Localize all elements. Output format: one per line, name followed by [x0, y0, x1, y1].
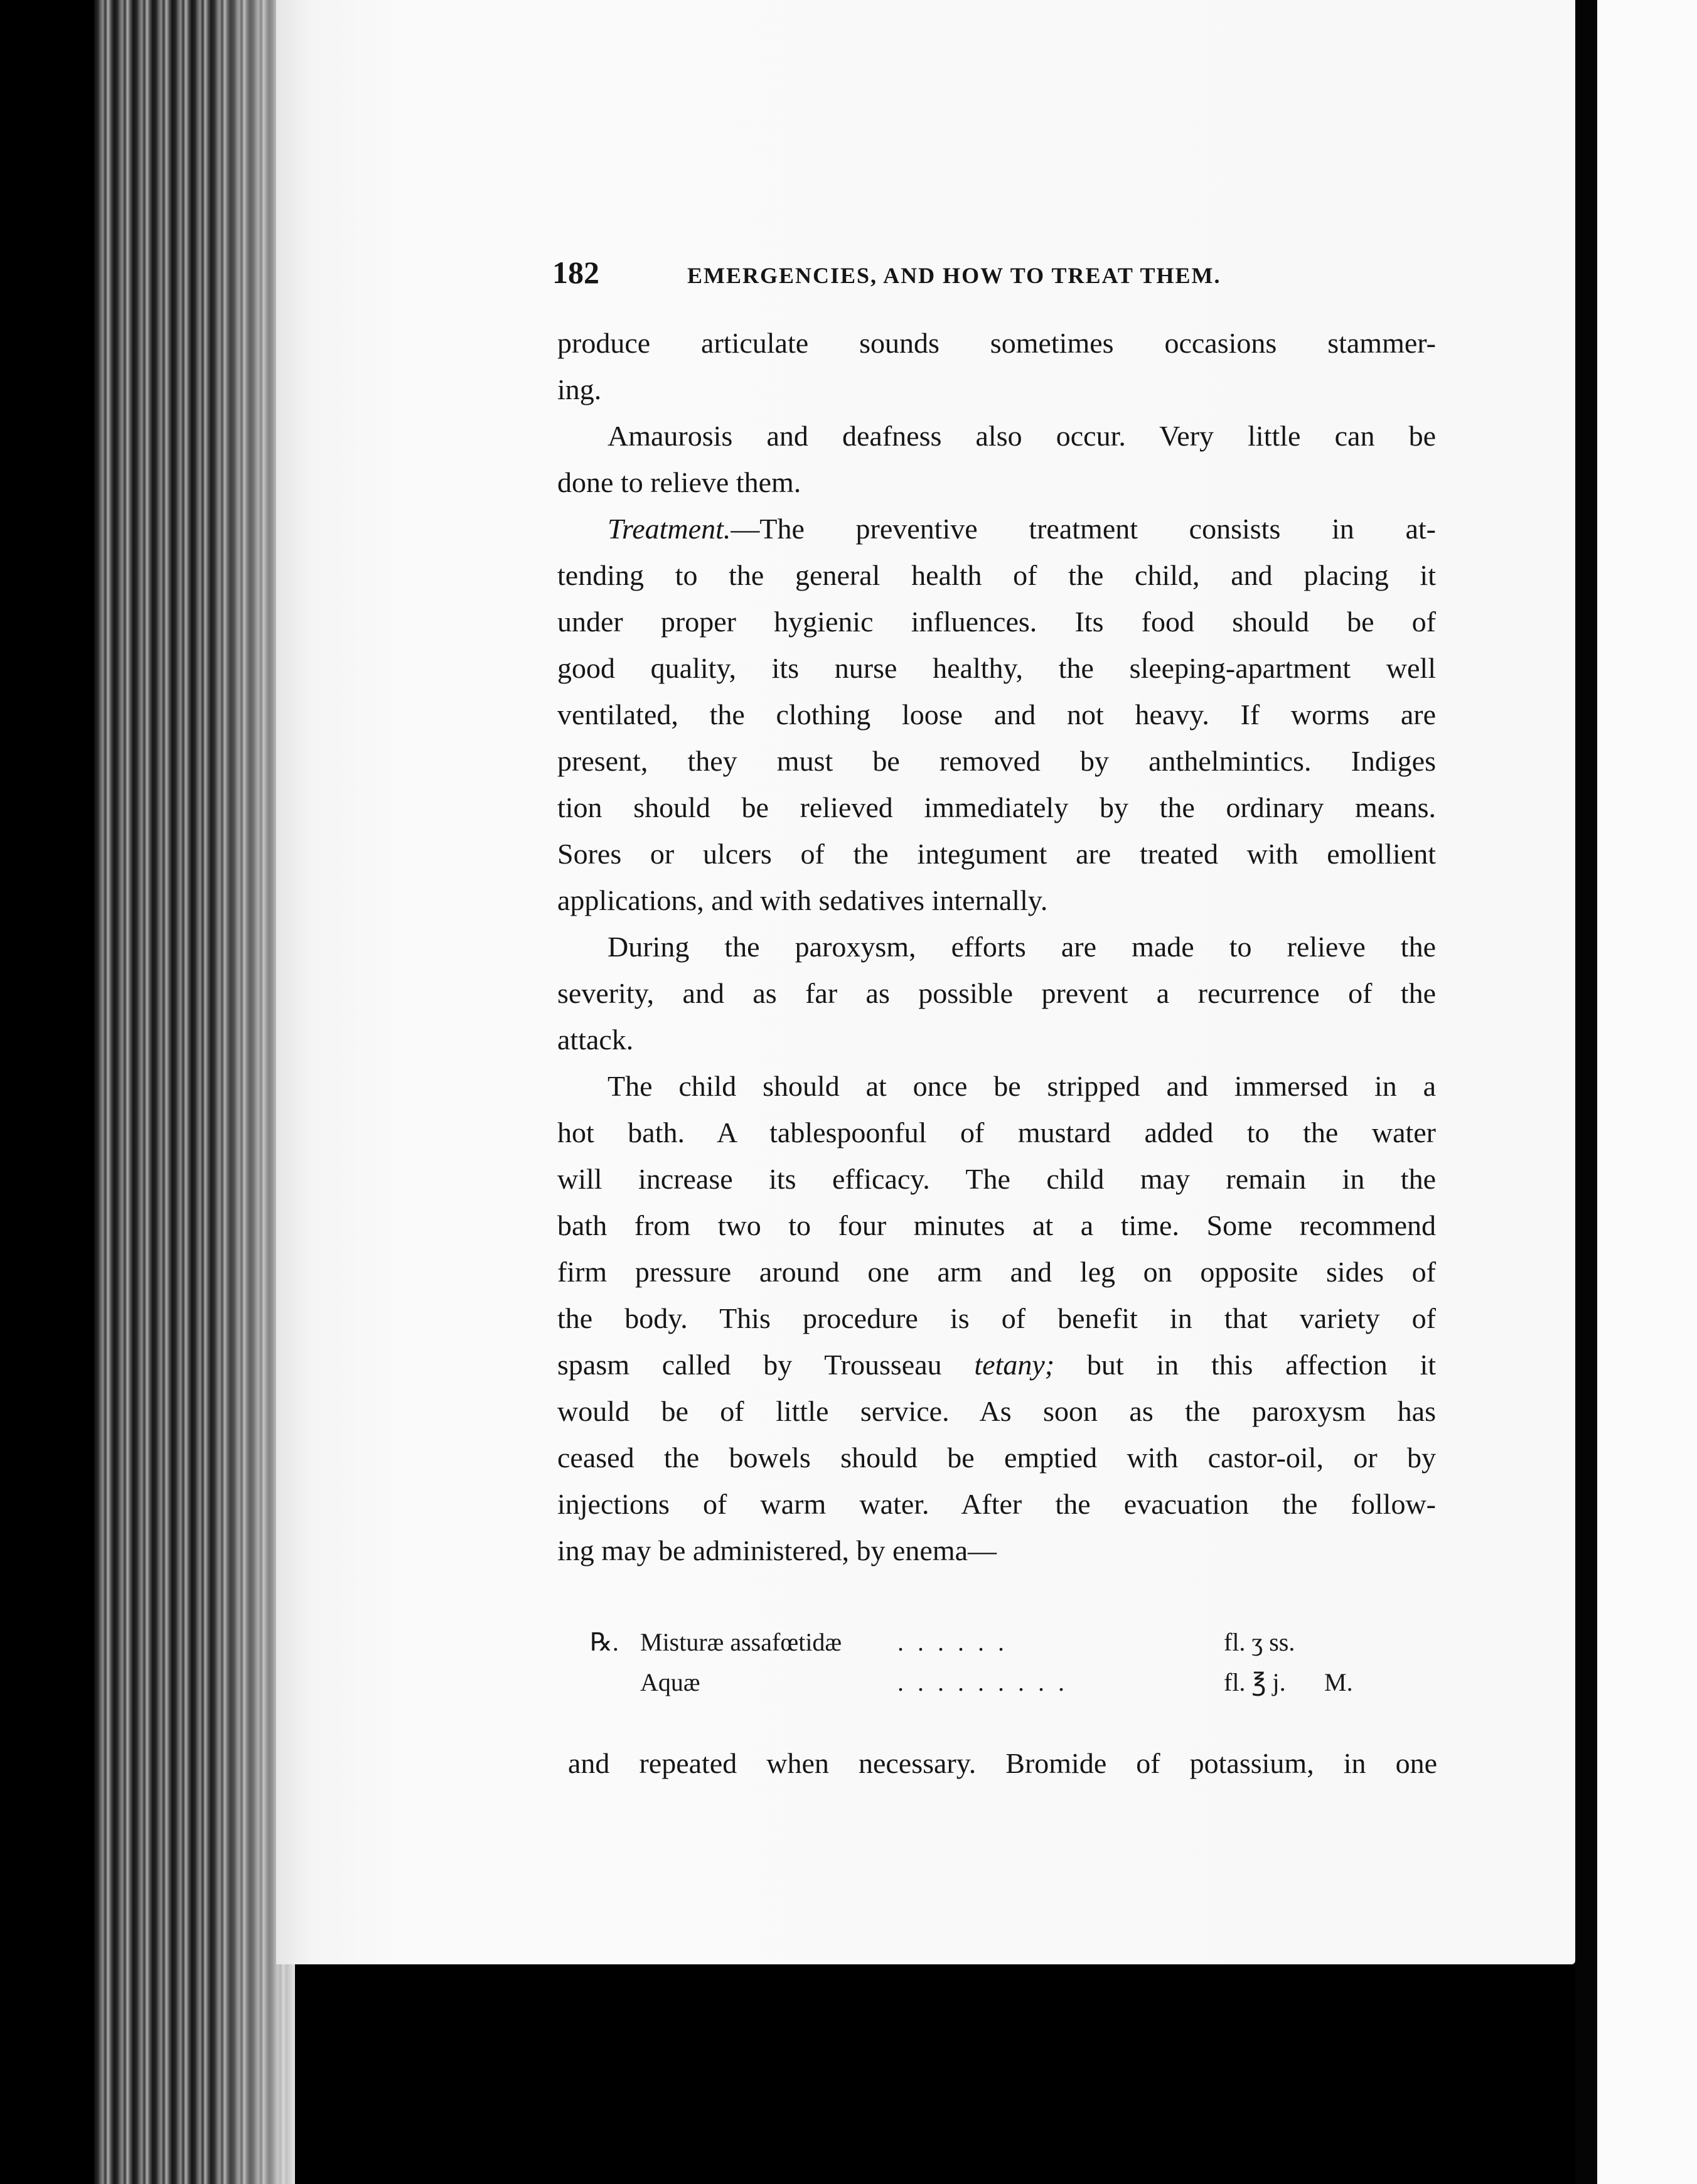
closing-line: and repeated when necessary. Bromide of potassium, in one: [568, 1747, 1437, 1779]
prescription-block: [590, 1622, 1406, 1703]
text-line: will increase its efficacy. The child may remain in the: [557, 1163, 1436, 1195]
italic-term-tetany: tetany;: [974, 1349, 1055, 1381]
text-line: [557, 506, 1436, 552]
text-line: Sores or ulcers of the integument are treated with emollient: [557, 838, 1436, 870]
text-line: produce articulate sounds sometimes occasions stammer-: [557, 327, 1436, 359]
text-fragment: spasm called by Trousseau: [557, 1349, 975, 1381]
text-line: done to relieve them.: [557, 466, 801, 498]
paragraph-p1: [557, 320, 1436, 413]
book-spine-shadow: [1575, 0, 1597, 2184]
text-line: hot bath. A tablespoonful of mustard added to the water: [557, 1116, 1436, 1148]
facing-page-edge: [1597, 0, 1697, 2184]
ingredient-name: Misturæ assafœtidæ: [640, 1628, 842, 1656]
ingredient-quantity: fl. ʒ ss.: [1224, 1628, 1295, 1656]
prescription-row: [590, 1662, 1406, 1703]
paragraph-p4: [557, 924, 1436, 1063]
text-line: ventilated, the clothing loose and not heavy. If worms are: [557, 699, 1436, 731]
text-line: severity, and as far as possible prevent a recurrence of the: [557, 977, 1436, 1009]
text-line: [557, 1342, 1436, 1388]
paragraph-p5: [557, 1063, 1436, 1574]
text-line: During the paroxysm, efforts are made to relieve the: [608, 931, 1436, 963]
recipe-symbol: ℞.: [590, 1628, 619, 1656]
paragraph-p2: [557, 413, 1436, 506]
ingredient-name: Aquæ: [640, 1668, 700, 1696]
text-line: ceased the bowels should be emptied with castor-oil, or by: [557, 1442, 1436, 1474]
section-lead-treatment: Treatment.: [608, 513, 731, 545]
text-line: applications, and with sedatives internally.: [557, 884, 1048, 916]
dot-leader: ......: [897, 1628, 1018, 1656]
text-line: present, they must be removed by anthelmintics. Indiges: [557, 745, 1436, 777]
ingredient-quantity: fl. ℥ j.: [1224, 1668, 1286, 1696]
text-line: good quality, its nurse healthy, the sleeping-apartment well: [557, 652, 1436, 684]
text-line: ing may be administered, by enema—: [557, 1534, 997, 1566]
text-line: firm pressure around one arm and leg on opposite sides of: [557, 1256, 1436, 1288]
prescription-row: [590, 1622, 1406, 1662]
text-line: The child should at once be stripped and immersed in a: [608, 1070, 1436, 1102]
text-line: attack.: [557, 1024, 634, 1056]
lead-continuation: —The preventive treatment consists in at-: [731, 513, 1436, 545]
misce-mark: M.: [1324, 1668, 1353, 1696]
running-head: [552, 254, 1296, 298]
text-line: tending to the general health of the child, and placing it: [557, 559, 1436, 591]
text-line: would be of little service. As soon as the paroxysm has: [557, 1395, 1436, 1427]
page-number: 182: [552, 255, 599, 290]
dot-leader: .........: [897, 1668, 1078, 1696]
text-line: Amaurosis and deafness also occur. Very little can be: [608, 420, 1436, 452]
running-head-title: EMERGENCIES, AND HOW TO TREAT THEM.: [687, 263, 1221, 288]
text-fragment: but in this affection it: [1054, 1349, 1437, 1381]
text-line: injections of warm water. After the evacuation the follow-: [557, 1488, 1436, 1520]
text-line: ing.: [557, 373, 602, 405]
paragraph-p3: [557, 506, 1436, 924]
text-line: the body. This procedure is of benefit in that variety of: [557, 1302, 1436, 1334]
page-body: [557, 320, 1436, 1574]
text-line: under proper hygienic influences. Its food should be of: [557, 606, 1436, 638]
text-line: tion should be relieved immediately by the ordinary means.: [557, 791, 1436, 823]
text-line: bath from two to four minutes at a time. Some recommend: [557, 1209, 1436, 1241]
